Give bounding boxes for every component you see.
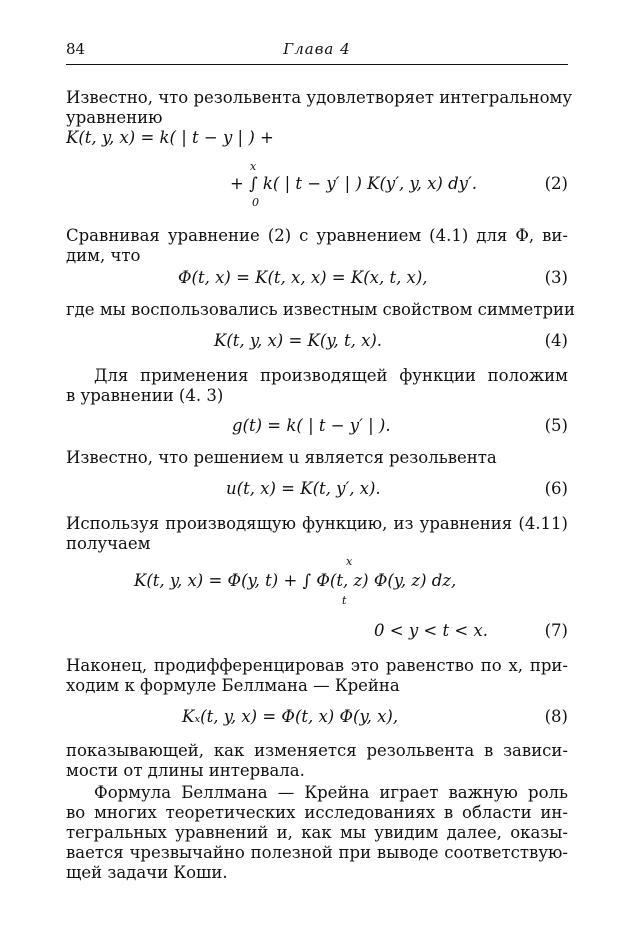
integral-lower-limit: 0	[252, 196, 259, 209]
equation-number: (6)	[544, 479, 568, 498]
text-line: получаем	[66, 534, 151, 553]
text-line: Известно, что резольвента удовлетворяет интегральному	[66, 88, 573, 107]
equation-6: u(t, x) = K(t, y′, x).	[226, 479, 381, 498]
text-line: уравнению	[66, 108, 163, 127]
equation-number: (3)	[544, 268, 568, 287]
text-line: показывающей, как изменяется резольвента в зависи-	[66, 741, 568, 760]
text-line: во многих теоретических исследованиях в области ин-	[66, 803, 568, 822]
equation-4: K(t, y, x) = K(y, t, x).	[214, 331, 383, 350]
equation-number: (7)	[544, 621, 568, 640]
text-line: Сравнивая уравнение (2) с уравнением (4.1) для Φ, ви-	[66, 226, 568, 245]
page-number: 84	[66, 40, 86, 58]
equation-2-part2: + ∫ k( | t − y′ | ) K(y′, y, x) dy′.	[230, 174, 477, 193]
text-line: Для применения производящей функции положим	[94, 366, 568, 385]
equation-number: (8)	[544, 707, 568, 726]
equation-number: (2)	[544, 174, 568, 193]
equation-number: (4)	[544, 331, 568, 350]
text-line: Используя производящую функцию, из уравнения (4.11)	[66, 514, 568, 533]
equation-7-part1: K(t, y, x) = Φ(y, t) + ∫ Φ(t, z) Φ(y, z) dz,	[134, 571, 457, 590]
equation-2-part1: K(t, y, x) = k( | t − y | ) +	[66, 128, 274, 147]
equation-7-part2: 0 < y < t < x.	[374, 621, 488, 640]
equation-5: g(t) = k( | t − y′ | ).	[232, 416, 391, 435]
text-line: Формула Беллмана — Крейна играет важную роль	[94, 783, 568, 802]
running-header	[66, 38, 568, 65]
equation-8: Kₓ(t, y, x) = Φ(t, x) Φ(y, x),	[182, 707, 399, 726]
text-line: дим, что	[66, 246, 141, 265]
chapter-title: Глава 4	[283, 40, 351, 58]
text-line: в уравнении (4. 3)	[66, 386, 224, 405]
integral-upper-limit: x	[250, 160, 257, 173]
integral-upper-limit: x	[346, 555, 353, 568]
text-line: Известно, что решением u является резольвента	[66, 448, 497, 467]
text-line: где мы воспользовались известным свойством симметрии	[66, 300, 576, 319]
equation-3: Φ(t, x) = K(t, x, x) = K(x, t, x),	[178, 268, 428, 287]
equation-number: (5)	[544, 416, 568, 435]
text-line: Наконец, продифференцировав это равенство по x, при-	[66, 656, 568, 675]
integral-lower-limit: t	[342, 594, 347, 607]
text-line: вается чрезвычайно полезной при выводе соответствую-	[66, 843, 568, 862]
text-line: мости от длины интервала.	[66, 761, 305, 780]
text-line: щей задачи Коши.	[66, 863, 228, 882]
text-line: тегральных уравнений и, как мы увидим далее, оказы-	[66, 823, 568, 842]
text-line: ходим к формуле Беллмана — Крейна	[66, 676, 400, 695]
